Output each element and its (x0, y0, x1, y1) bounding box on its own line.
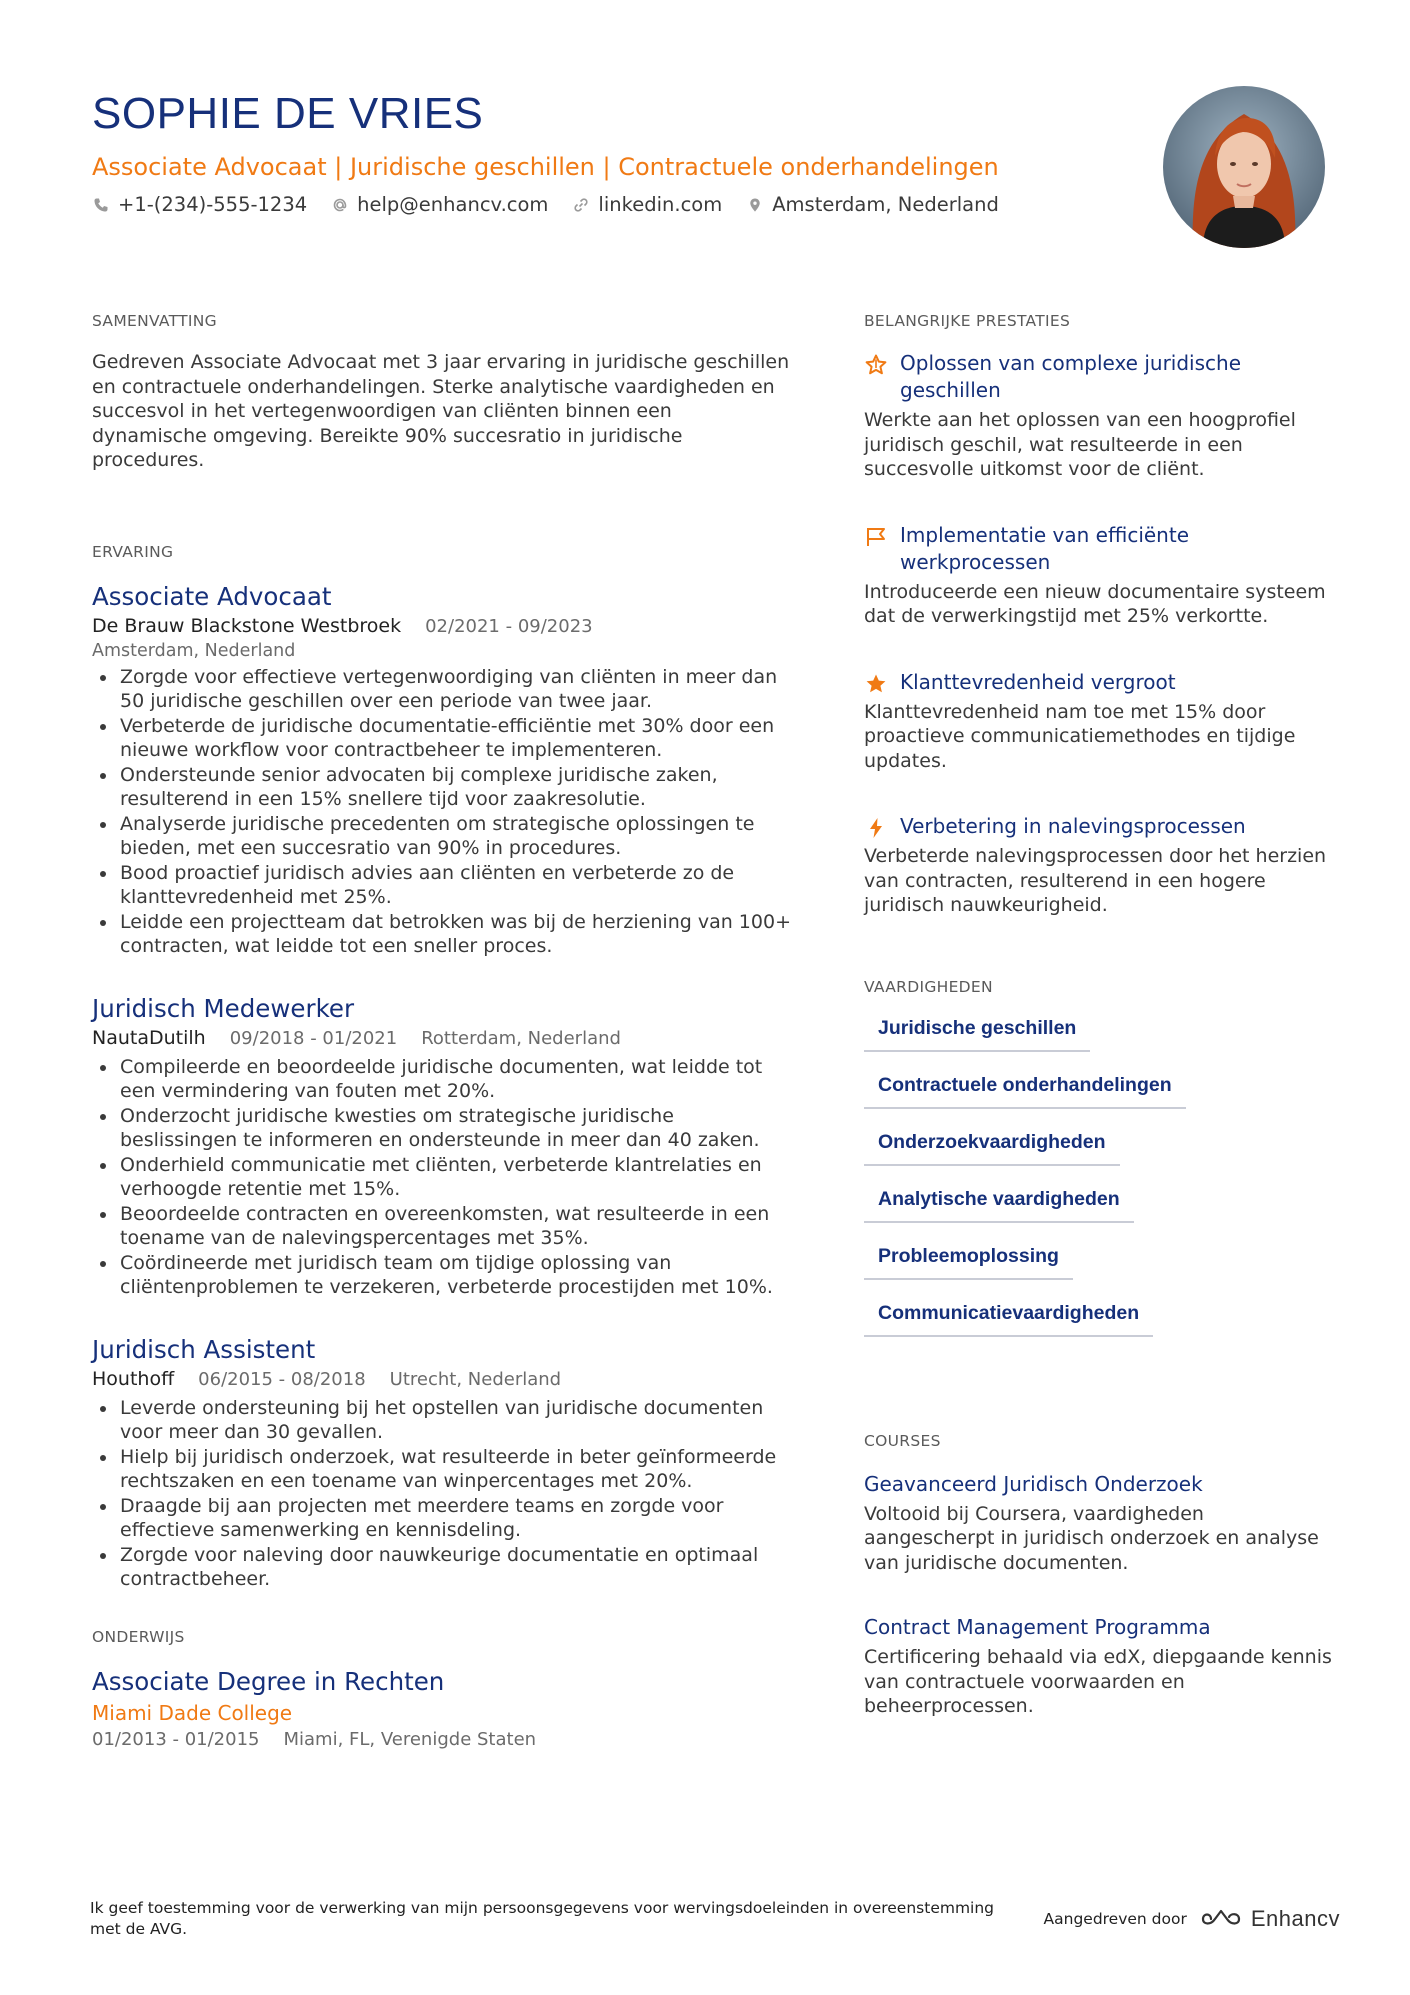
section-title: VAARDIGHEDEN (864, 977, 993, 996)
list-item: Bood proactief juridisch advies aan cliënten en verbeterde zo de klanttevredenheid met 25%. (92, 861, 792, 910)
achievement-item (864, 669, 1334, 774)
experience-section (92, 541, 792, 1592)
job-bullets (92, 1055, 792, 1300)
list-item: Ondersteunde senior advocaten bij complexe juridische zaken, resulterend in een 15% snellere tijd voor zaakresolutie. (92, 763, 792, 812)
skills-list (864, 1016, 1334, 1358)
contact-bar (92, 190, 1152, 220)
job-entry (92, 581, 792, 959)
link-icon (572, 196, 590, 214)
section-title: ONDERWIJS (92, 1627, 185, 1646)
job-dates: 09/2018 - 01/2021 (229, 1027, 398, 1049)
achievement-desc: Klanttevredenheid nam toe met 15% door proactieve communicatiemethodes en tijdige updates. (864, 700, 1296, 772)
list-item: Draagde bij aan projecten met meerdere teams en zorgde voor effectieve samenwerking en kennisdeling. (92, 1494, 792, 1543)
list-item: Analyserde juridische precedenten om strategische oplossingen te bieden, met een succesratio van 90% in procedures. (92, 812, 792, 861)
list-item: Leidde een projectteam dat betrokken was bij de herziening van 100+ contracten, wat leidde tot een sneller proces. (92, 910, 792, 959)
job-dates: 02/2021 - 09/2023 (425, 615, 593, 637)
edu-dates: 01/2013 - 01/2015 (92, 1728, 260, 1750)
achievement-head (864, 669, 1334, 696)
achievement-title: Implementatie van efficiënte werkprocessen (900, 522, 1190, 574)
candidate-headline: Associate Advocaat | Juridische geschillen | Contractuele onderhandelingen (92, 153, 999, 181)
summary-section (92, 310, 792, 473)
phone-icon (92, 196, 110, 214)
section-title: BELANGRIJKE PRESTATIES (864, 312, 1071, 330)
skill-tag: Analytische vaardigheden (864, 1187, 1134, 1223)
page-footer (90, 1898, 1340, 1940)
list-item: Compileerde en beoordeelde juridische documenten, wat leidde tot een vermindering van fouten met 20%. (92, 1055, 792, 1104)
achievement-item (864, 350, 1334, 482)
achievements-section (864, 310, 1334, 918)
edu-school: Miami Dade College (92, 1700, 293, 1725)
list-item: Zorgde voor effectieve vertegenwoordiging van cliënten in meer dan 50 juridische geschillen over een periode van twee jaar. (92, 665, 792, 714)
list-item: Coördineerde met juridisch team om tijdige oplossing van cliëntenproblemen te verzekeren, verbeterde procestijden met 10%. (92, 1251, 792, 1300)
skills-section (864, 976, 1334, 1358)
star-filled-icon (864, 672, 888, 696)
list-item: Hielp bij juridisch onderzoek, wat resulteerde in beter geïnformeerde rechtszaken en een toename van winpercentages met 20%. (92, 1445, 792, 1494)
list-item: Verbeterde de juridische documentatie-efficiëntie met 30% door een nieuwe workflow voor contractbeheer te implementeren. (92, 714, 792, 763)
achievement-title: Klanttevredenheid vergroot (900, 669, 1176, 694)
skill-tag: Juridische geschillen (864, 1016, 1090, 1052)
job-location: Amsterdam, Nederland (92, 640, 296, 661)
candidate-name: SOPHIE DE VRIES (92, 89, 484, 138)
achievement-head (864, 813, 1334, 840)
lightning-icon (864, 816, 888, 840)
achievement-desc: Werkte aan het oplossen van een hoogprofiel juridisch geschil, wat resulteerde in een succesvolle uitkomst voor de cliënt. (864, 409, 1296, 480)
achievement-item (864, 813, 1334, 918)
left-column (92, 310, 792, 1752)
flag-icon (864, 525, 888, 549)
job-title: Juridisch Medewerker (92, 993, 355, 1023)
achievement-title: Oplossen van complexe juridische geschillen (900, 351, 1241, 402)
star-outline-icon (864, 353, 888, 377)
skill-tag: Communicatievaardigheden (864, 1301, 1153, 1337)
achievement-title: Verbetering in nalevingsprocessen (900, 814, 1246, 838)
job-meta (92, 1025, 792, 1052)
job-location: Rotterdam, Nederland (421, 1027, 621, 1049)
email-text[interactable]: help@enhancv.com (357, 193, 549, 216)
achievement-desc: Verbeterde nalevingsprocessen door het herzien van contracten, resulterend in een hogere juridisch nauwkeurigheid. (864, 845, 1327, 916)
job-company: De Brauw Blackstone Westbroek (92, 614, 402, 637)
courses-section (864, 1430, 1334, 1719)
location-pin-icon (746, 196, 764, 214)
job-meta (92, 1366, 792, 1393)
job-bullets (92, 1396, 792, 1592)
contact-location (746, 190, 999, 220)
edu-location: Miami, FL, Verenigde Staten (283, 1728, 537, 1750)
contact-linkedin[interactable] (572, 190, 722, 220)
education-section (92, 1626, 792, 1752)
powered-by[interactable] (1044, 1906, 1340, 1932)
job-dates: 06/2015 - 08/2018 (198, 1368, 366, 1390)
summary-text: Gedreven Associate Advocaat met 3 jaar ervaring in juridische geschillen en contractuele onderhandelingen. Sterke analytische vaardigheden en succesvol in het vertegenwoordigen van cliënten binnen een dynamische omgeving. Bereikte 90% succesratio in juridische procedures. (92, 351, 790, 471)
enhancv-logo-icon (1199, 1907, 1243, 1931)
section-title: SAMENVATTING (92, 312, 217, 330)
job-company: Houthoff (92, 1367, 175, 1390)
skill-tag: Probleemoplossing (864, 1244, 1073, 1280)
edu-meta (92, 1728, 792, 1752)
section-title: ERVARING (92, 542, 174, 561)
section-title: COURSES (864, 1431, 941, 1450)
course-item (864, 1470, 1334, 1576)
right-column (864, 310, 1334, 1757)
skill-tag: Onderzoekvaardigheden (864, 1130, 1120, 1166)
edu-degree: Associate Degree in Rechten (92, 1666, 445, 1696)
job-title: Associate Advocaat (92, 581, 332, 611)
achievement-head (864, 350, 1334, 404)
phone-text: +1-(234)-555-1234 (118, 193, 308, 216)
profile-photo (1163, 86, 1325, 248)
course-desc: Certificering behaald via edX, diepgaande kennis van contractuele voorwaarden en beheerprocessen. (864, 1646, 1332, 1717)
list-item: Zorgde voor naleving door nauwkeurige documentatie en optimaal contractbeheer. (92, 1543, 792, 1592)
gdpr-consent: Ik geef toestemming voor de verwerking van mijn persoonsgegevens voor wervingsdoeleinden in overeenstemming met de AVG. (90, 1899, 995, 1938)
course-item (864, 1613, 1334, 1719)
job-location: Utrecht, Nederland (389, 1368, 562, 1390)
achievement-head (864, 522, 1334, 576)
achievement-desc: Introduceerde een nieuw documentaire systeem dat de verwerkingstijd met 25% verkortte. (864, 580, 1326, 627)
contact-phone (92, 190, 307, 220)
powered-by-label: Aangedreven door (1043, 1910, 1187, 1928)
job-company: NautaDutilh (92, 1026, 206, 1049)
list-item: Onderhield communicatie met cliënten, verbeterde klantrelaties en verhoogde retentie met 15%. (92, 1153, 792, 1202)
at-icon (331, 196, 349, 214)
job-entry (92, 1334, 792, 1592)
job-bullets (92, 665, 792, 959)
list-item: Onderzocht juridische kwesties om strategische juridische beslissingen te informeren en ondersteunde in meer dan 40 zaken. (92, 1104, 792, 1153)
linkedin-text[interactable]: linkedin.com (598, 193, 723, 216)
skill-tag: Contractuele onderhandelingen (864, 1073, 1186, 1109)
list-item: Beoordeelde contracten en overeenkomsten, wat resulteerde in een toename van de nalevingspercentages met 35%. (92, 1202, 792, 1251)
job-entry (92, 993, 792, 1300)
list-item: Leverde ondersteuning bij het opstellen van juridische documenten voor meer dan 30 gevallen. (92, 1396, 792, 1445)
achievement-item (864, 522, 1334, 629)
course-desc: Voltooid bij Coursera, vaardigheden aangescherpt in juridisch onderzoek en analyse van juridische documenten. (864, 1502, 1319, 1574)
job-meta (92, 613, 792, 640)
resume-header (92, 84, 1152, 220)
course-title: Contract Management Programma (864, 1615, 1211, 1639)
job-title: Juridisch Assistent (92, 1334, 316, 1364)
contact-email[interactable] (331, 190, 548, 220)
brand-name: Enhancv (1250, 1906, 1340, 1931)
location-text: Amsterdam, Nederland (772, 193, 999, 216)
course-title: Geavanceerd Juridisch Onderzoek (864, 1471, 1203, 1496)
